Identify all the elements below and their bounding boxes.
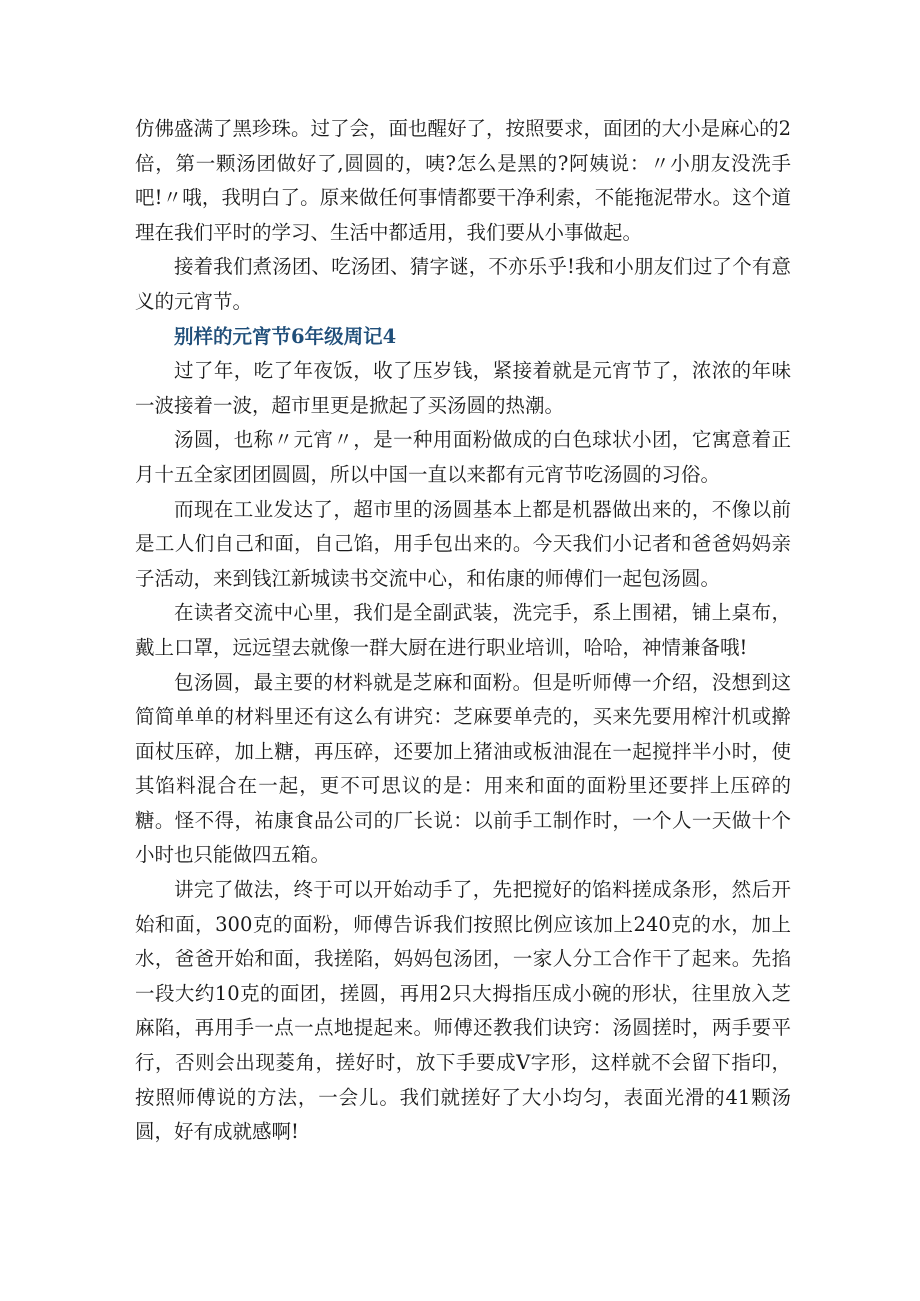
- section-heading: 别样的元宵节6年级周记4: [174, 324, 397, 348]
- paragraph: 仿佛盛满了黑珍珠。过了会，面也醒好了，按照要求，面团的大小是麻心的2倍，第一颗汤团做好了,圆圆的，咦?怎么是黑的?阿姨说：〃小朋友没洗手吧!〃哦，我明白了。原来做任何事情都要干净利索，不能拖泥带水。这个道理在我们平时的学习、生活中都适用，我们要从小事做起。: [135, 117, 791, 244]
- paragraph: 接着我们煮汤团、吃汤团、猜字谜，不亦乐乎!我和小朋友们过了个有意义的元宵节。: [135, 255, 791, 313]
- paragraph: 讲完了做法，终于可以开始动手了，先把搅好的馅料搓成条形，然后开始和面，300克的面粉，师傅告诉我们按照比例应该加上240克的水，加上水，爸爸开始和面，我搓陷，妈妈包汤团，一家人分工合作干了起来。先掐一段大约10克的面团，搓圆，再用2只大拇指压成小碗的形状，往里放入芝麻陷，再用手一点一点地提起来。师傅还教我们诀窍：汤圆搓时，两手要平行，否则会出现菱角，搓好时，放下手要成V字形，这样就不会留下指印，按照师傅说的方法，一会儿。我们就搓好了大小均匀，表面光滑的41颗汤圆，好有成就感啊!: [135, 878, 791, 1144]
- paragraph: 过了年，吃了年夜饭，收了压岁钱，紧接着就是元宵节了，浓浓的年味一波接着一波，超市里更是掀起了买汤圆的热潮。: [135, 359, 791, 417]
- document-page: [135, 112, 791, 1150]
- paragraph: 汤圆，也称〃元宵〃，是一种用面粉做成的白色球状小团，它寓意着正月十五全家团团圆圆，所以中国一直以来都有元宵节吃汤圆的习俗。: [135, 428, 791, 486]
- paragraph: 而现在工业发达了，超市里的汤圆基本上都是机器做出来的，不像以前是工人们自己和面，自己馅，用手包出来的。今天我们小记者和爸爸妈妈亲子活动，来到钱江新城读书交流中心，和佑康的师傅们一起包汤圆。: [135, 497, 791, 590]
- paragraph: 在读者交流中心里，我们是全副武装，洗完手，系上围裙，铺上桌布，戴上口罩，远远望去就像一群大厨在进行职业培训，哈哈，神情兼备哦!: [135, 601, 791, 659]
- paragraph: 包汤圆，最主要的材料就是芝麻和面粉。但是听师傅一介绍，没想到这简简单单的材料里还有这么有讲究：芝麻要单壳的，买来先要用榨汁机或擀面杖压碎，加上糖，再压碎，还要加上猪油或板油混在一起搅拌半小时，使其馅料混合在一起，更不可思议的是：用来和面的面粉里还要拌上压碎的糖。怪不得，祐康食品公司的厂长说：以前手工制作时，一个人一天做十个小时也只能做四五箱。: [135, 670, 791, 867]
